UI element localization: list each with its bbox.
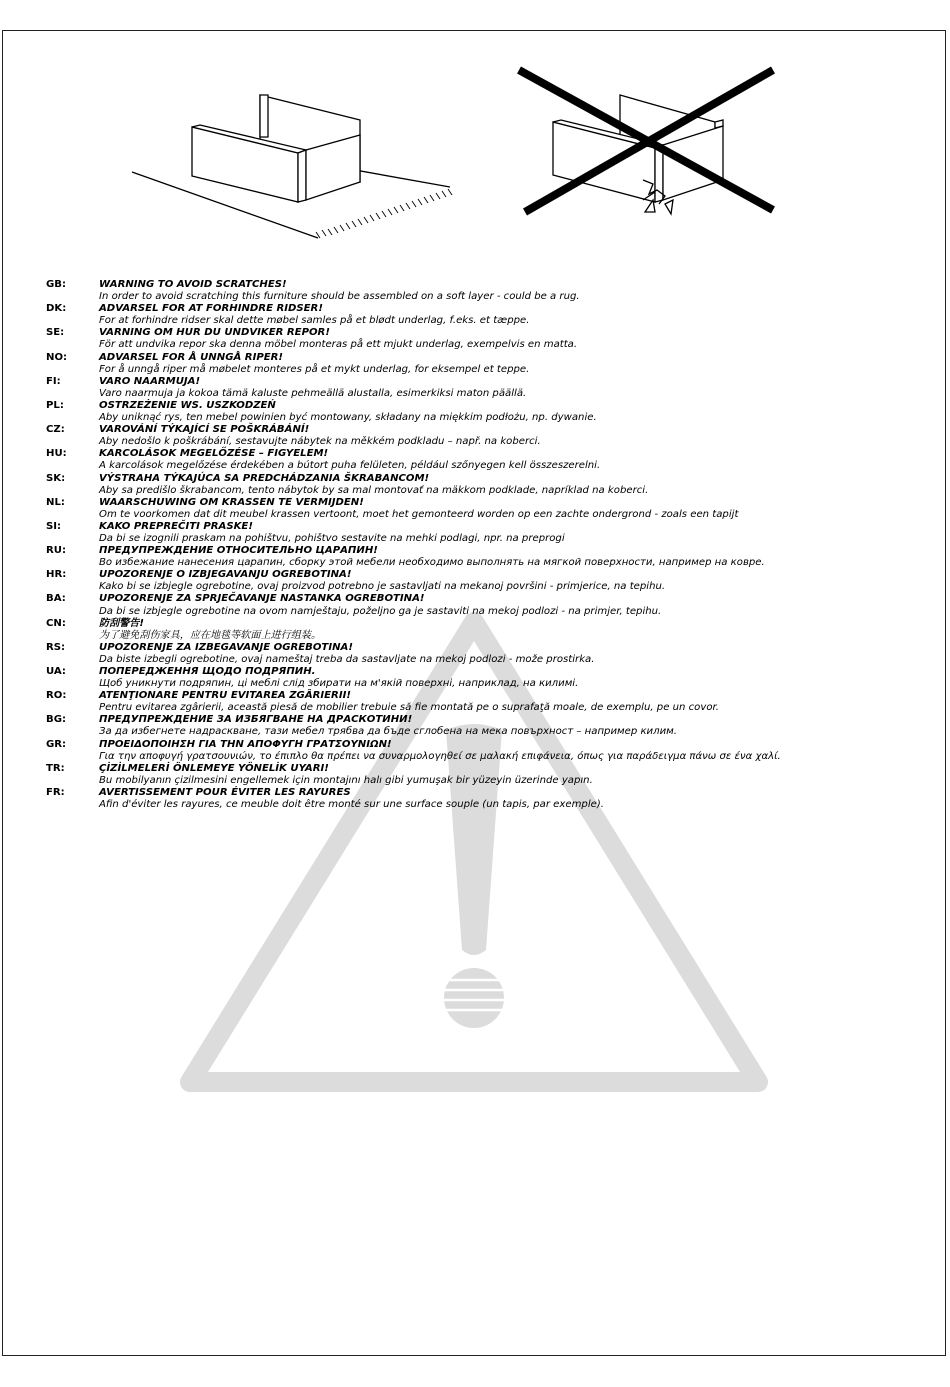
warning-entry [46, 352, 926, 376]
warning-entry [46, 593, 926, 617]
language-code: PL: [46, 399, 64, 411]
warning-texts [99, 521, 926, 545]
warning-heading: ADVARSEL FOR Å UNNGÅ RIPER! [99, 351, 283, 363]
warning-texts [99, 400, 926, 424]
warning-texts [99, 327, 926, 351]
warning-text: Kako bi se izbjegle ogrebotine, ovaj proizvod potrebno je sastavljati na mekanoj površini - primjerice, na tepihu. [99, 581, 666, 593]
warning-texts [99, 497, 926, 521]
warning-entry [46, 714, 926, 738]
warning-heading: ATENŢIONARE PENTRU EVITAREA ZGÂRIERII! [99, 690, 351, 702]
language-code: CN: [46, 617, 66, 629]
warning-heading: UPOZORENJE ZA SPRJEČAVANJE NASTANKA OGREBOTINA! [99, 593, 425, 605]
warning-texts [99, 569, 926, 593]
warning-text: För att undvika repor ska denna möbel monteras på ett mjukt underlag, exempelvis en matta. [99, 339, 578, 351]
warning-texts [99, 690, 926, 714]
warning-heading: ÇİZİLMELERİ ÖNLEMEYE YÖNELİK UYARI! [99, 762, 329, 774]
warning-heading: KARCOLÁSOK MEGELŐZÉSE – FIGYELEM! [99, 448, 329, 460]
warning-entry [46, 327, 926, 351]
warning-heading: OSTRZEŻENIE WS. USZKODZEŃ [99, 399, 276, 411]
warning-text: A karcolások megelőzése érdekében a bútort puha felületen, például szőnyegen kell összeszerelni. [99, 460, 601, 472]
warning-texts [99, 376, 926, 400]
warning-texts [99, 303, 926, 327]
language-code: FI: [46, 375, 61, 387]
warning-text: For at forhindre ridser skal dette møbel samles på et blødt underlag, f.eks. et tæppe. [99, 315, 530, 327]
warning-text: Da bi se izbjegle ogrebotine na ovom namještaju, poželjno ga je sastaviti na mekoj podlozi - na primjer, tepihu. [99, 605, 662, 617]
language-code: DK: [46, 303, 67, 315]
warning-entry [46, 666, 926, 690]
warning-texts [99, 424, 926, 448]
language-code: RS: [46, 641, 66, 653]
warning-texts [99, 763, 926, 787]
warning-entry [46, 642, 926, 666]
warning-entry [46, 400, 926, 424]
warning-text: Bu mobilyanın çizilmesini engellemek için montajını halı gibi yumuşak bir yüzeyin üzerinde yapın. [99, 774, 593, 786]
warning-text: Aby nedošlo k poškrábání, sestavujte nábytek na měkkém podkladu – např. na koberci. [99, 436, 541, 448]
warning-heading: UPOZORENJE ZA IZBEGAVANJE OGREBOTINA! [99, 641, 353, 653]
language-code: HR: [46, 569, 67, 581]
warning-entry [46, 424, 926, 448]
warning-heading: ПРЕДУПРЕЖДЕНИЕ ОТНОСИТЕЛЬНО ЦАРАПИН! [99, 545, 378, 557]
language-code: BG: [46, 714, 67, 726]
warning-entry [46, 303, 926, 327]
warning-heading: VARO NAARMUJA! [99, 375, 201, 387]
language-code: HU: [46, 448, 67, 460]
warning-entry [46, 473, 926, 497]
warning-heading: VÝSTRAHA TÝKAJÚCA SA PREDCHÁDZANIA ŠKRABANCOM! [99, 472, 430, 484]
warning-entry [46, 690, 926, 714]
language-code: RO: [46, 690, 67, 702]
warning-texts [99, 787, 926, 811]
warning-entry [46, 787, 926, 811]
warning-texts [99, 642, 926, 666]
warning-heading: WARNING TO AVOID SCRATCHES! [99, 279, 287, 290]
warning-text: Om te voorkomen dat dit meubel krassen vertoont, moet het gemonteerd worden op een zachte ondergrond - zoals een tapijt [99, 508, 739, 520]
language-code: SE: [46, 327, 65, 339]
warning-heading: 防刮警告! [99, 617, 144, 629]
warning-list [46, 279, 926, 811]
warning-entry [46, 497, 926, 521]
warning-heading: VARNING OM HUR DU UNDVIKER REPOR! [99, 327, 330, 339]
warning-texts [99, 279, 926, 303]
warning-text: Aby sa predišlo škrabancom, tento nábytok by sa mal montovať na mäkkom podklade, napríklad na koberci. [99, 484, 649, 496]
warning-text: Da biste izbegli ogrebotine, ovaj nameštaj treba da sastavljate na mekoj podlozi - može prostirka. [99, 653, 595, 665]
warning-heading: ΠΡΟΕΙΔΟΠΟΙΗΣΗ ΓΙΑ ΤΗΝ ΑΠΟΦΥΓΗ ΓΡΑΤΣΟΥΝΙΩΝ! [99, 738, 392, 750]
language-code: NO: [46, 351, 68, 363]
warning-texts [99, 618, 926, 642]
warning-heading: UPOZORENJE O IZBJEGAVANJU OGREBOTINA! [99, 569, 352, 581]
language-code: NL: [46, 496, 65, 508]
furniture-on-floor-crossed-illustration [515, 62, 780, 222]
language-code: SK: [46, 472, 66, 484]
warning-text: Da bi se izognili praskam na pohištvu, pohištvo sestavite na mehki podlagi, npr. na preprogi [99, 532, 565, 544]
warning-heading: ПРЕДУПРЕЖДЕНИЕ ЗА ИЗБЯГВАНЕ НА ДРАСКОТИНИ! [99, 714, 413, 726]
warning-entry [46, 763, 926, 787]
warning-text: 为了避免刮伤家具，应在地毯等软面上进行组装。 [99, 629, 322, 641]
warning-texts [99, 352, 926, 376]
warning-text: Varo naarmuja ja kokoa tämä kaluste pehmeällä alustalla, esimerkiksi maton päällä. [99, 387, 527, 399]
warning-text: For å unngå riper må møbelet monteres på et mykt underlag, for eksempel et teppe. [99, 363, 530, 375]
warning-entry [46, 279, 926, 303]
warning-text: За да избегнете надраскване, тази мебел трябва да бъде сглобена на мека повърхност – например килим. [99, 726, 677, 738]
warning-text: In order to avoid scratching this furniture should be assembled on a soft layer - could be a rug. [99, 291, 580, 303]
warning-entry [46, 521, 926, 545]
warning-texts [99, 666, 926, 690]
warning-entry [46, 739, 926, 763]
warning-entry [46, 545, 926, 569]
warning-texts [99, 448, 926, 472]
language-code: SI: [46, 520, 62, 532]
warning-heading: KAKO PREPREČITI PRASKE! [99, 520, 253, 532]
warning-entry [46, 569, 926, 593]
warning-text: Во избежание нанесения царапин, сборку этой мебели необходимо выполнять на мягкой поверхности, например на ковре. [99, 557, 765, 569]
warning-heading: ПОПЕРЕДЖЕННЯ ЩОДО ПОДРЯПИН. [99, 666, 316, 677]
warning-texts [99, 593, 926, 617]
warning-entry [46, 376, 926, 400]
warning-heading: VAROVÁNÍ TÝKAJÍCÍ SE POŠKRÁBÁNÍ! [99, 424, 310, 436]
warning-text: Pentru evitarea zgârierii, această piesă de mobilier trebuie să fie montată pe o suprafaţă moale, de exemplu, pe un covor. [99, 702, 719, 714]
language-code: BA: [46, 593, 66, 605]
warning-texts [99, 739, 926, 763]
language-code: TR: [46, 762, 65, 774]
warning-entry [46, 618, 926, 642]
furniture-on-rug-illustration [130, 90, 460, 245]
language-code: FR: [46, 786, 65, 798]
warning-text: Για την αποφυγή γρατσουνιών, το έπιπλο θα πρέπει να συναρμολογηθεί σε μαλακή επιφάνεια, όπως για παράδειγμα πάνω σε ένα χαλί. [99, 750, 781, 762]
language-code: GR: [46, 738, 67, 750]
warning-texts [99, 545, 926, 569]
warning-text: Щоб уникнути подряпин, ці меблі слід збирати на м'якій поверхні, наприклад, на килимі. [99, 678, 579, 690]
warning-text: Afin d'éviter les rayures, ce meuble doit être monté sur une surface souple (un tapis, par exemple). [99, 799, 604, 811]
language-code: GB: [46, 279, 67, 290]
warning-text: Aby uniknąć rys, ten mebel powinien być montowany, składany na miękkim podłożu, np. dywanie. [99, 412, 597, 424]
language-code: RU: [46, 545, 67, 557]
warning-texts [99, 714, 926, 738]
language-code: CZ: [46, 424, 65, 436]
warning-entry [46, 448, 926, 472]
warning-heading: WAARSCHUWING OM KRASSEN TE VERMIJDEN! [99, 496, 364, 508]
warning-heading: AVERTISSEMENT POUR ÉVITER LES RAYURES [99, 786, 351, 798]
language-code: UA: [46, 666, 66, 677]
warning-texts [99, 473, 926, 497]
warning-heading: ADVARSEL FOR AT FORHINDRE RIDSER! [99, 303, 323, 315]
